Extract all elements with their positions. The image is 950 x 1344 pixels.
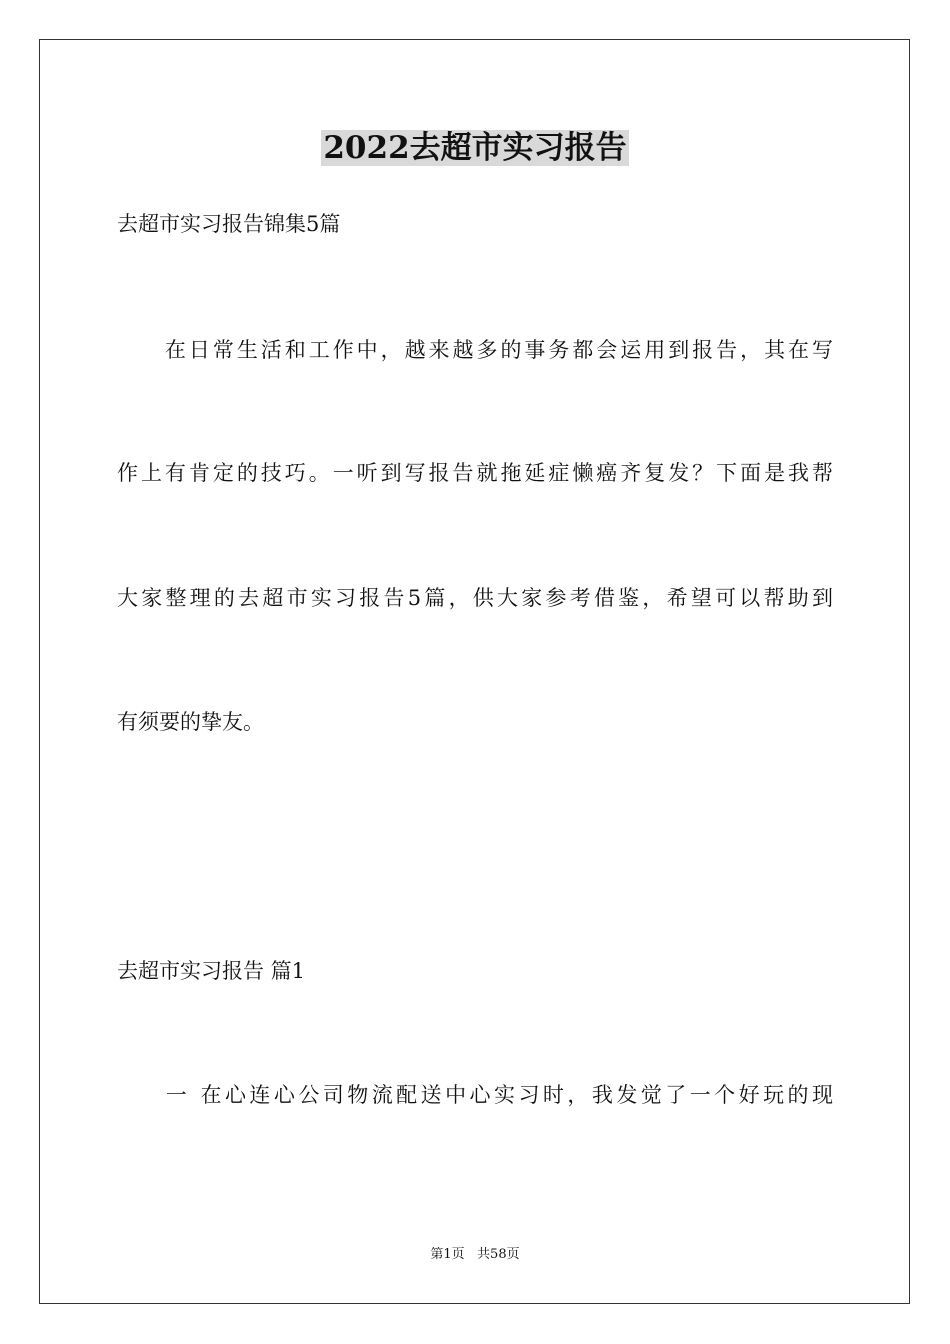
document-title bbox=[0, 126, 950, 170]
section-heading: 去超市实习报告 篇1 bbox=[117, 959, 306, 983]
paragraph-line: 一 在心连心公司物流配送中心实习时，我发觉了一个好玩的现 bbox=[117, 1083, 833, 1107]
document-title-text: 2022去超市实习报告 bbox=[323, 130, 627, 166]
document-subtitle: 去超市实习报告锦集5篇 bbox=[117, 212, 341, 236]
paragraph-line: 作上有肯定的技巧。一听到写报告就拖延症懒癌齐复发？下面是我帮 bbox=[117, 461, 833, 485]
paragraph-line: 有须要的挚友。 bbox=[117, 710, 264, 734]
paragraph-line: 大家整理的去超市实习报告5篇，供大家参考借鉴，希望可以帮助到 bbox=[117, 586, 833, 610]
page-number-footer: 第1页 共58页 bbox=[430, 1247, 520, 1262]
paragraph-line: 在日常生活和工作中，越来越多的事务都会运用到报告，其在写 bbox=[117, 338, 833, 362]
